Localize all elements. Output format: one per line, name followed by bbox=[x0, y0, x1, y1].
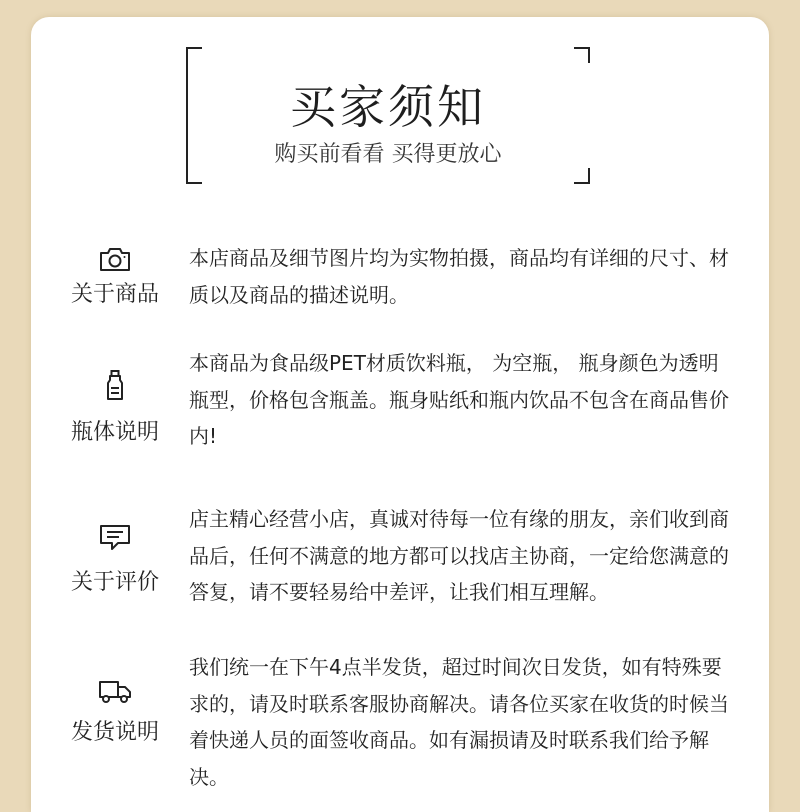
bottle-icon bbox=[97, 369, 133, 403]
page-subtitle: 购买前看看 买得更放心 bbox=[274, 142, 502, 167]
notice-card bbox=[31, 17, 769, 812]
section-text: 店主精心经营小店，真诚对待每一位有缘的朋友，亲们收到商品后，任何不满意的地方都可以找店主协商，一定给您满意的答复，请不要轻易给中差评，让我们相互理解。 bbox=[189, 507, 729, 604]
delivery-truck-icon bbox=[97, 677, 133, 711]
page-title: 买家须知 bbox=[290, 80, 486, 134]
header-frame bbox=[186, 47, 590, 184]
frame-corner-top-left bbox=[186, 47, 202, 63]
section-label: 瓶体说明 bbox=[70, 420, 159, 445]
frame-corner-top-right bbox=[574, 47, 590, 63]
section-label: 关于商品 bbox=[70, 282, 159, 307]
chat-bubble-icon bbox=[97, 523, 133, 557]
section-label: 发货说明 bbox=[70, 720, 159, 745]
camera-icon bbox=[97, 245, 133, 279]
section-label: 关于评价 bbox=[70, 570, 159, 595]
frame-corner-bottom-left bbox=[186, 168, 202, 184]
section-text: 我们统一在下午4点半发货，超过时间次日发货，如有特殊要求的，请及时联系客服协商解决。请各位买家在收货的时候当着快递人员的面签收商品。如有漏损请及时联系我们给予解决。 bbox=[189, 655, 729, 789]
section-text: 本店商品及细节图片均为实物拍摄，商品均有详细的尺寸、材质以及商品的描述说明。 bbox=[189, 246, 729, 307]
section-text: 本商品为食品级PET材质饮料瓶， 为空瓶， 瓶身颜色为透明瓶型，价格包含瓶盖。瓶身贴纸和瓶内饮品不包含在商品售价内! bbox=[189, 351, 729, 448]
frame-corner-bottom-right bbox=[574, 168, 590, 184]
